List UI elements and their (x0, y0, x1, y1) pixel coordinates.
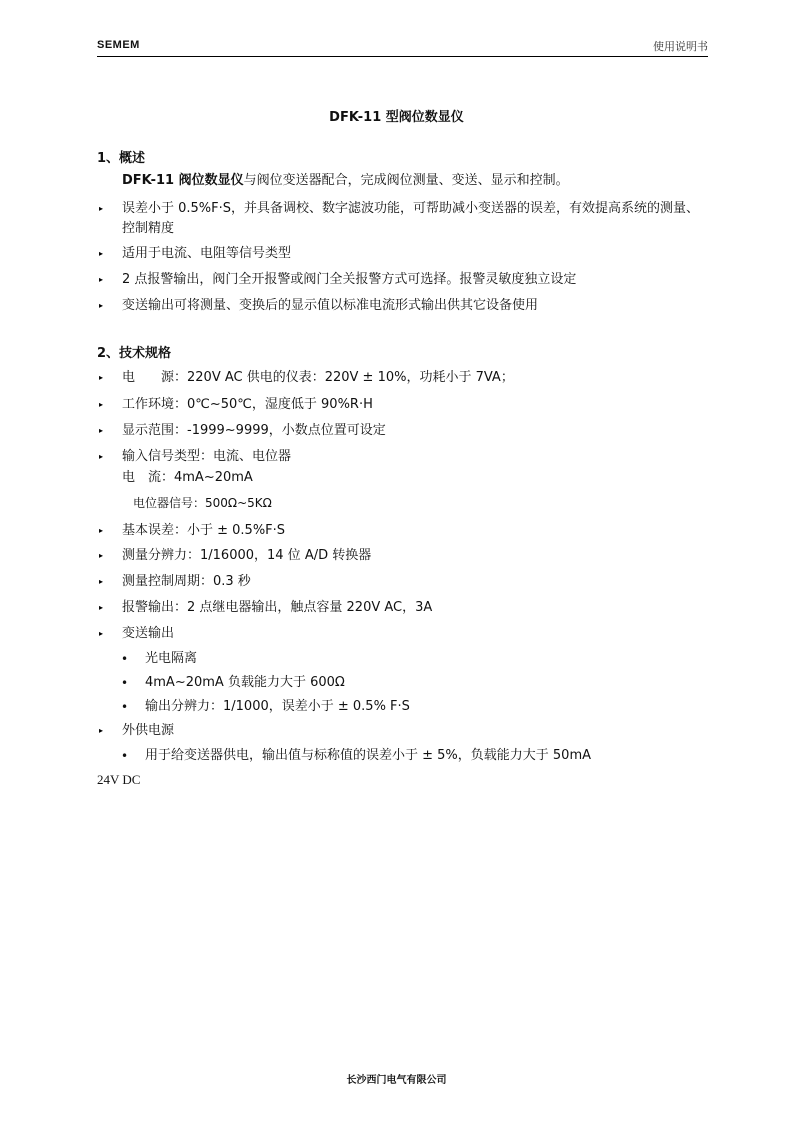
document-title: DFK-11 型阀位数显仪 (329, 110, 464, 125)
bullet-arrow-icon: ▸ (99, 275, 104, 284)
overview-intro-text: 与阀位变送器配合，完成阀位测量、变送、显示和控制。 (243, 173, 569, 188)
bullet-arrow-icon: ▸ (99, 204, 104, 213)
spec-resolution: 测量分辨力：1/16000，14 位 A/D 转换器 (122, 548, 372, 563)
bullet-arrow-icon: ▸ (99, 373, 104, 382)
spec-alarm-output: 报警输出：2 点继电器输出，触点容量 220V AC，3A (122, 600, 433, 615)
spec-transmit-output: 变送输出 (122, 626, 175, 641)
bullet-arrow-icon: ▸ (99, 526, 104, 535)
overview-bullet-3: 2 点报警输出，阀门全开报警或阀门全关报警方式可选择。报警灵敏度独立设定 (122, 272, 577, 287)
spec-input-type: 输入信号类型：电流、电位器 (122, 449, 292, 464)
bullet-arrow-icon: ▸ (99, 551, 104, 560)
bullet-arrow-icon: ▸ (99, 452, 104, 461)
section-heading-specs: 2、技术规格 (97, 346, 172, 361)
page-footer-company: 长沙西门电气有限公司 (346, 1075, 447, 1086)
spec-environment: 工作环境：0℃~50℃，湿度低于 90%R·H (122, 397, 373, 412)
bullet-arrow-icon: ▸ (99, 726, 104, 735)
spec-input-current: 电 流：4mA~20mA (122, 470, 253, 485)
spec-power: 电 源：220V AC 供电的仪表：220V ± 10%，功耗小于 7VA； (122, 370, 514, 385)
brand-name: SEMEM (97, 39, 140, 51)
transmit-item-3: 输出分辨力：1/1000，误差小于 ± 0.5% F·S (145, 699, 410, 714)
bullet-arrow-icon: ▸ (99, 577, 104, 586)
spec-control-period: 测量控制周期：0.3 秒 (122, 574, 251, 589)
bullet-arrow-icon: ▸ (99, 426, 104, 435)
spec-basic-error: 基本误差：小于 ± 0.5%F·S (122, 523, 286, 538)
bullet-dot-icon: • (121, 676, 129, 690)
overview-bullet-1: 误差小于 0.5%F·S，并具备调校、数字滤波功能，可帮助减小变送器的误差，有效提高系统的测量、控制精度 (122, 201, 700, 236)
section-heading-overview: 1、概述 (97, 151, 146, 166)
spec-external-power: 外供电源 (122, 723, 175, 738)
overview-bullet-2: 适用于电流、电阻等信号类型 (122, 246, 292, 261)
overview-intro (122, 171, 569, 191)
overview-bullet-4: 变送输出可将测量、变换后的显示值以标准电流形式输出供其它设备使用 (122, 298, 539, 313)
document-type: 使用说明书 (653, 40, 708, 53)
spec-display-range: 显示范围：-1999~9999，小数点位置可设定 (122, 423, 386, 438)
bullet-arrow-icon: ▸ (99, 629, 104, 638)
external-power-item: 用于给变送器供电，输出值与标称值的误差小于 ± 5%，负载能力大于 50mA (145, 748, 592, 763)
spec-input-pot: 电位器信号：500Ω~5KΩ (133, 496, 272, 510)
bullet-arrow-icon: ▸ (99, 249, 104, 258)
bullet-dot-icon: • (121, 652, 129, 666)
bullet-dot-icon: • (121, 700, 129, 714)
transmit-item-2: 4mA~20mA 负载能力大于 600Ω (145, 675, 345, 690)
bullet-dot-icon: • (121, 749, 129, 763)
bullet-arrow-icon: ▸ (99, 400, 104, 409)
bullet-arrow-icon: ▸ (99, 603, 104, 612)
transmit-item-1: 光电隔离 (145, 651, 198, 666)
external-power-continuation: 24V DC (97, 772, 141, 787)
bullet-arrow-icon: ▸ (99, 301, 104, 310)
page-header (97, 36, 708, 57)
overview-intro-product: DFK-11 阀位数显仪 (122, 173, 244, 188)
